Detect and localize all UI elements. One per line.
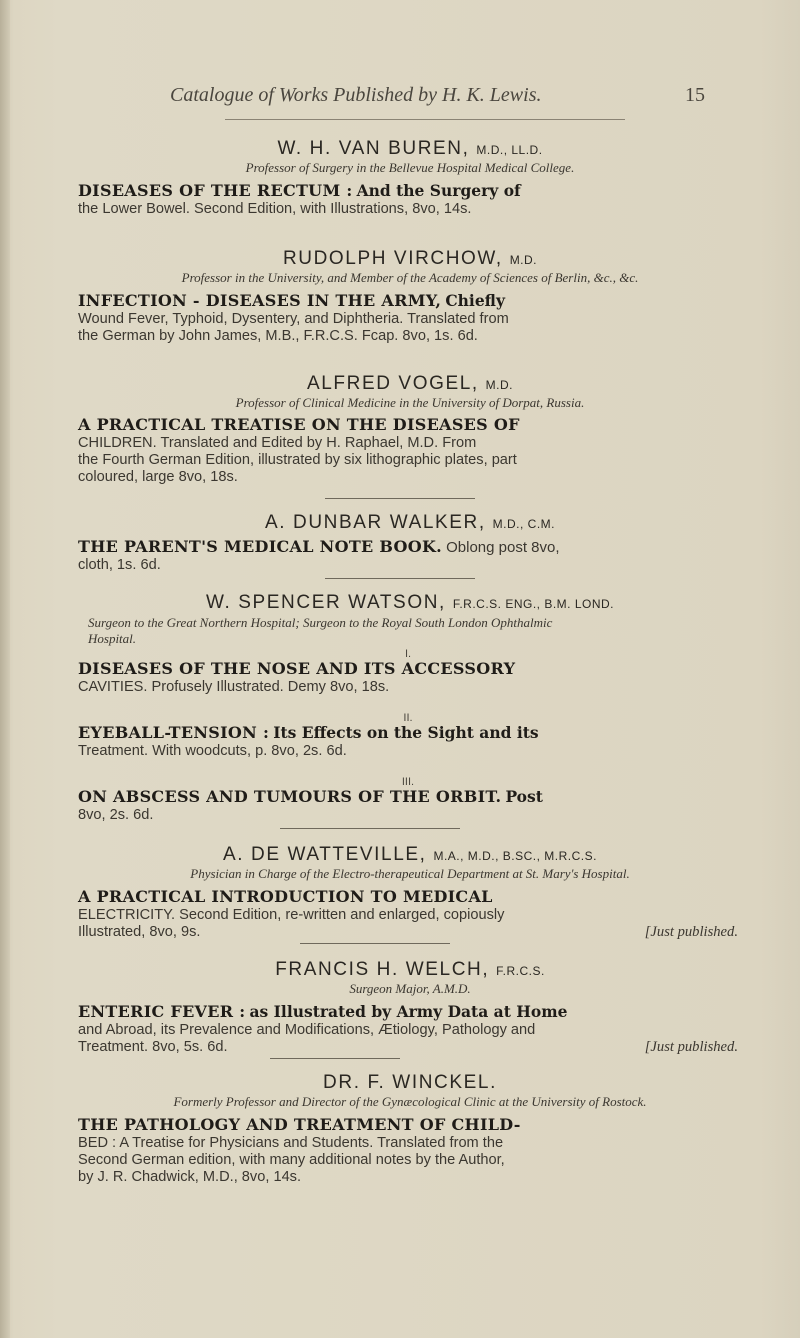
author-affiliation: Hospital. [88, 631, 137, 646]
book-title: ENTERIC FEVER : [78, 1002, 246, 1021]
book-subtitle: Oblong post 8vo, [446, 539, 560, 556]
book-title: ON ABSCESS AND TUMOURS OF THE ORBIT. [78, 787, 502, 806]
author-name [140, 959, 680, 981]
catalogue-entry [140, 512, 680, 534]
book-listing [78, 292, 738, 345]
page-number: 15 [685, 84, 705, 106]
catalogue-entry [140, 373, 680, 411]
author-degrees: F.R.C.S. [496, 964, 545, 978]
book-title: DISEASES OF THE RECTUM : [78, 181, 353, 200]
author-text: ALFRED VOGEL, [306, 373, 479, 394]
publication-note: [Just published. [644, 924, 738, 940]
author-name [140, 373, 680, 395]
publication-note: [Just published. [644, 1039, 738, 1055]
book-description: CAVITIES. Profusely Illustrated. Demy 8vo, 18s. [78, 679, 390, 695]
book-subtitle: as Illustrated by Army Data at Home [249, 1002, 568, 1021]
author-name [100, 1072, 720, 1094]
book-description [78, 1039, 738, 1056]
author-affiliation: Professor of Clinical Medicine in the University of Dorpat, Russia. [235, 395, 585, 410]
section-divider [270, 1058, 400, 1059]
volume-numeral: II. [403, 712, 413, 724]
author-affiliation: Professor in the University, and Member of the Academy of Sciences of Berlin, &c., &c. [181, 270, 639, 285]
book-description: by J. R. Chadwick, M.D., 8vo, 14s. [78, 1169, 302, 1185]
book-title: EYEBALL-TENSION : [78, 723, 270, 742]
book-listing [78, 416, 738, 486]
book-subtitle: And the Surgery of [356, 181, 521, 200]
section-divider [280, 828, 460, 829]
book-subtitle: Post [505, 787, 543, 806]
book-listing [78, 1116, 738, 1186]
book-description [78, 924, 738, 941]
book-subtitle: Its Effects on the Sight and its [273, 723, 539, 742]
book-title: DISEASES OF THE NOSE AND ITS ACCESSORY [78, 659, 516, 678]
catalogue-entry [140, 248, 680, 286]
book-title: INFECTION - DISEASES IN THE ARMY, [78, 291, 442, 310]
catalogue-entry [140, 959, 680, 997]
book-title: THE PARENT'S MEDICAL NOTE BOOK. [78, 537, 443, 556]
book-description: Wound Fever, Typhoid, Dysentery, and Diphtheria. Translated from [78, 311, 509, 327]
book-title: THE PATHOLOGY AND TREATMENT OF CHILD- [78, 1115, 521, 1134]
book-description: the German by John James, M.B., F.R.C.S. Fcap. 8vo, 1s. 6d. [78, 328, 478, 344]
author-affiliation: Professor of Surgery in the Bellevue Hospital Medical College. [245, 160, 575, 175]
author-affiliation: Surgeon Major, A.M.D. [349, 981, 471, 996]
book-listing [78, 182, 738, 218]
book-listing [78, 648, 738, 696]
author-degrees: F.R.C.S. ENG., B.M. LOND. [452, 597, 614, 611]
author-degrees: M.D. [485, 378, 514, 392]
author-name [140, 138, 680, 160]
author-name [100, 844, 720, 866]
book-description: the Fourth German Edition, illustrated by six lithographic plates, part [78, 452, 517, 468]
author-degrees: M.D. [509, 253, 538, 267]
book-description: the Lower Bowel. Second Edition, with Illustrations, 8vo, 14s. [78, 201, 472, 217]
book-description: Second German edition, with many additional notes by the Author, [78, 1152, 505, 1168]
author-text: FRANCIS H. WELCH, [275, 959, 490, 980]
book-listing [78, 538, 738, 574]
section-divider [300, 943, 450, 944]
author-text: A. DUNBAR WALKER, [265, 512, 486, 533]
book-listing [78, 776, 738, 824]
book-description: 8vo, 2s. 6d. [78, 807, 154, 823]
author-text: A. DE WATTEVILLE, [223, 844, 427, 865]
header-title: Catalogue of Works Published by H. K. Lewis. [170, 84, 542, 106]
author-affiliation: Formerly Professor and Director of the Gynæcological Clinic at the University of Rostock. [173, 1094, 647, 1109]
book-description: cloth, 1s. 6d. [78, 557, 161, 573]
author-affiliation: Surgeon to the Great Northern Hospital; Surgeon to the Royal South London Ophthalmic [88, 615, 553, 630]
book-description: Treatment. With woodcuts, p. 8vo, 2s. 6d. [78, 743, 347, 759]
author-name [140, 248, 680, 270]
author-degrees: M.D., C.M. [492, 517, 555, 531]
author-text: W. SPENCER WATSON, [205, 592, 446, 613]
book-description: ELECTRICITY. Second Edition, re-written and enlarged, copiously [78, 907, 505, 923]
author-name [140, 512, 680, 534]
book-listing [78, 888, 738, 941]
book-subtitle: Chiefly [445, 291, 505, 310]
author-text: W. H. VAN BUREN, [277, 138, 470, 159]
book-description: coloured, large 8vo, 18s. [78, 469, 238, 485]
volume-numeral: I. [404, 648, 412, 660]
book-description: CHILDREN. Translated and Edited by H. Raphael, M.D. From [78, 435, 477, 451]
book-title: A PRACTICAL TREATISE ON THE DISEASES OF [78, 415, 520, 434]
volume-numeral: III. [401, 776, 415, 788]
book-listing [78, 712, 738, 760]
book-description: and Abroad, its Prevalence and Modifications, Ætiology, Pathology and [78, 1022, 536, 1038]
author-text: RUDOLPH VIRCHOW, [282, 248, 503, 269]
author-affiliation-block [88, 615, 718, 647]
book-description: BED : A Treatise for Physicians and Students. Translated from the [78, 1135, 504, 1151]
book-description-text: Treatment. 8vo, 5s. 6d. [78, 1039, 228, 1055]
section-divider [325, 498, 475, 499]
author-text: DR. F. WINCKEL. [323, 1072, 497, 1093]
book-listing [78, 1003, 738, 1056]
catalogue-entry [100, 592, 720, 614]
author-degrees: M.A., M.D., B.SC., M.R.C.S. [433, 849, 597, 863]
catalogue-entry [100, 844, 720, 882]
author-degrees: M.D., LL.D. [476, 143, 543, 157]
catalogue-entry [100, 1072, 720, 1110]
section-divider [325, 578, 475, 579]
catalogue-entry [140, 138, 680, 176]
book-title: A PRACTICAL INTRODUCTION TO MEDICAL [78, 887, 493, 906]
author-name [100, 592, 720, 614]
author-affiliation: Physician in Charge of the Electro-therapeutical Department at St. Mary's Hospital. [190, 866, 630, 881]
book-description-text: Illustrated, 8vo, 9s. [78, 924, 201, 940]
